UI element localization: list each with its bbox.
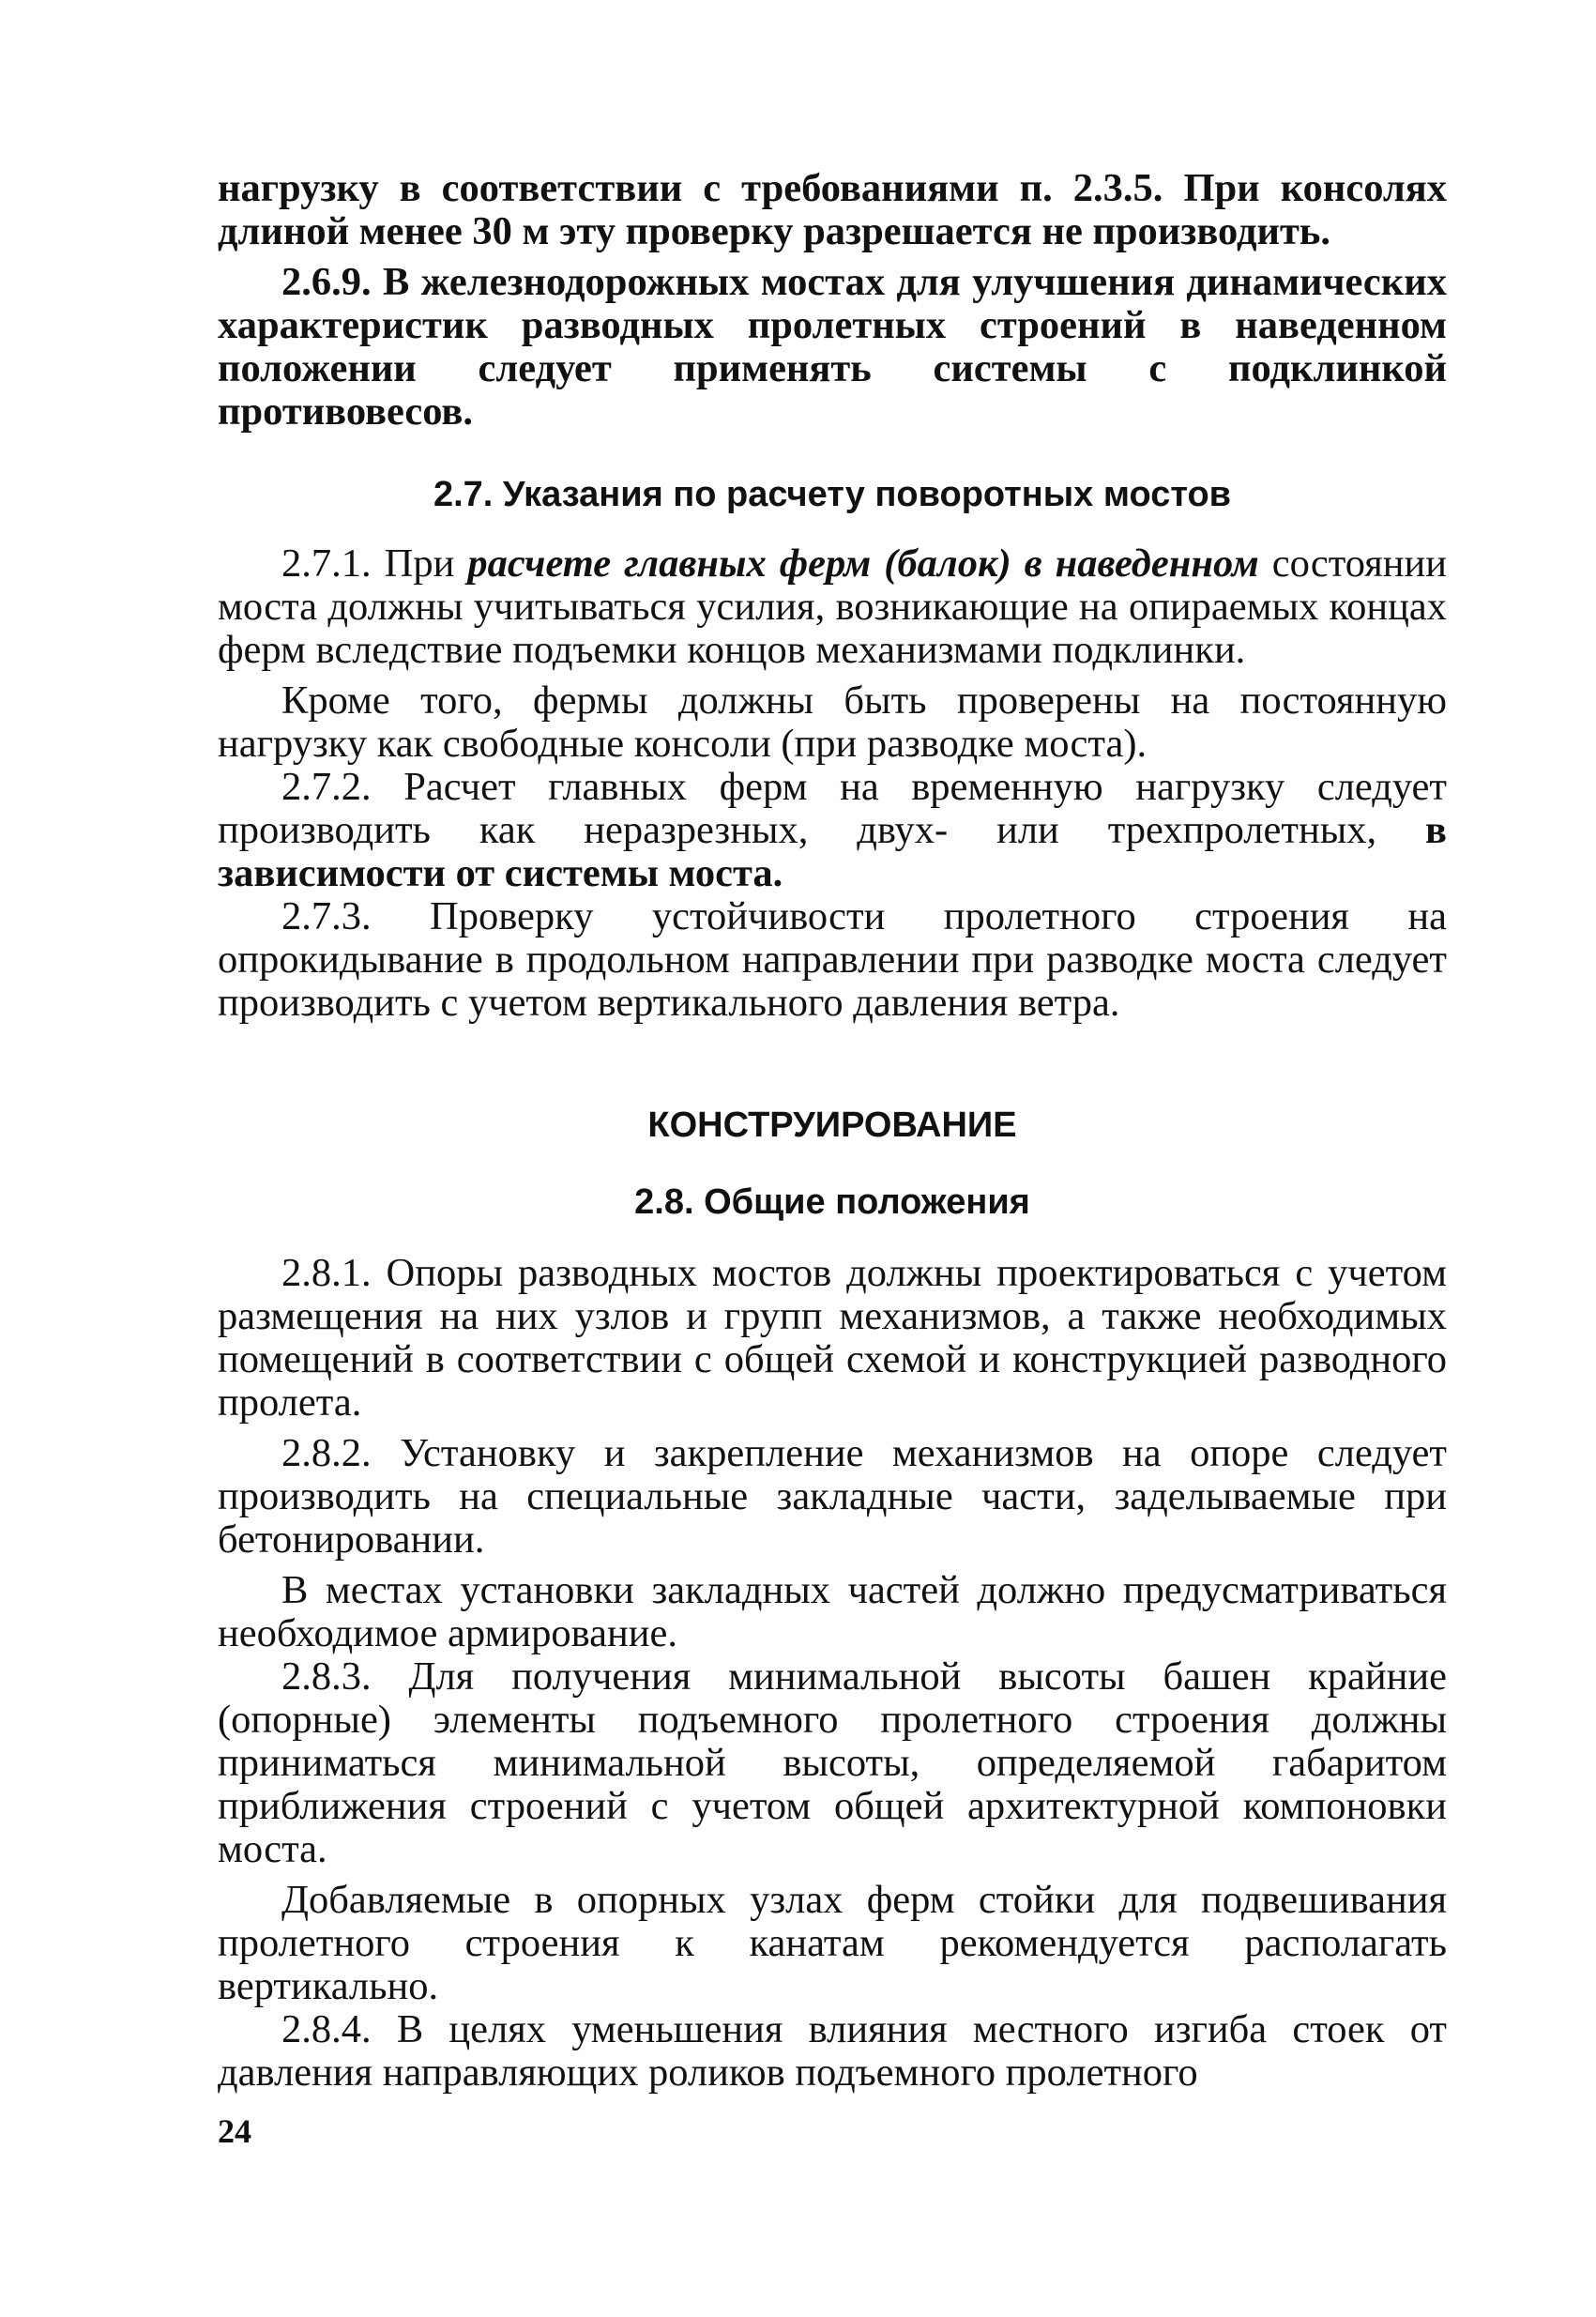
paragraph: нагрузку в соответствии с требованиями п. 2.3.5. При консолях длиной менее 30 м эту проверку разрешается не производить. [218, 166, 1447, 253]
paragraph-emphasis: в зависимости от системы моста. [218, 808, 1447, 895]
paragraph-rest: состоянии моста должны учитываться усилия, возникающие на опираемых концах ферм вследствие подъемки концов механизмами подклинки. [218, 541, 1447, 672]
paragraph: 2.8.3. Для получения минимальной высоты башен крайние (опорные) элементы подъемного пролетного строения должны приниматься минимальной высоты, определяемой габаритом приближения строений с учетом общей архитектурной компоновки моста. [218, 1654, 1447, 1871]
page-body [218, 167, 1447, 2095]
paragraph-emphasis: расчете главных ферм (балок) в наведенном [467, 541, 1259, 586]
paragraph [218, 542, 1447, 672]
paragraph: Кроме того, фермы должны быть проверены на постоянную нагрузку как свободные консоли (при разводке моста). [218, 678, 1447, 766]
paragraph [218, 766, 1447, 895]
paragraph: 2.8.4. В целях уменьшения влияния местного изгиба стоек от давления направляющих роликов подъемного пролетного [218, 2007, 1447, 2095]
chapter-heading: КОНСТРУИРОВАНИЕ [647, 1105, 1017, 1145]
paragraph: 2.8.1. Опоры разводных мостов должны проектироваться с учетом размещения на них узлов и групп механизмов, а также необходимых помещений в соответствии с общей схемой и конструкцией разводного пролета. [218, 1251, 1447, 1425]
paragraph: В местах установки закладных частей должно предусматриваться необходимое армирование. [218, 1568, 1447, 1655]
paragraph: 2.6.9. В железнодорожных мостах для улучшения динамических характеристик разводных пролетных строений в наведенном положении следует применять системы с подклинкой противовесов. [218, 260, 1447, 434]
section-heading: 2.7. Указания по расчету поворотных мостов [433, 475, 1232, 514]
paragraph-lead: 2.7.2. Расчет главных ферм на временную нагрузку следует производить как неразрезных, двух- или трехпролетных, [218, 765, 1447, 852]
paragraph: 2.7.3. Проверку устойчивости пролетного строения на опрокидывание в продольном направлении при разводке моста следует производить с учетом вертикального давления ветра. [218, 894, 1447, 1025]
paragraph: Добавляемые в опорных узлах ферм стойки для подвешивания пролетного строения к канатам рекомендуется располагать вертикально. [218, 1878, 1447, 2008]
page-number: 24 [218, 2112, 251, 2150]
paragraph: 2.8.2. Установку и закрепление механизмов на опоре следует производить на специальные закладные части, заделываемые при бетонировании. [218, 1431, 1447, 1562]
paragraph-lead: 2.7.1. При [281, 541, 468, 586]
section-heading: 2.8. Общие положения [634, 1182, 1030, 1222]
